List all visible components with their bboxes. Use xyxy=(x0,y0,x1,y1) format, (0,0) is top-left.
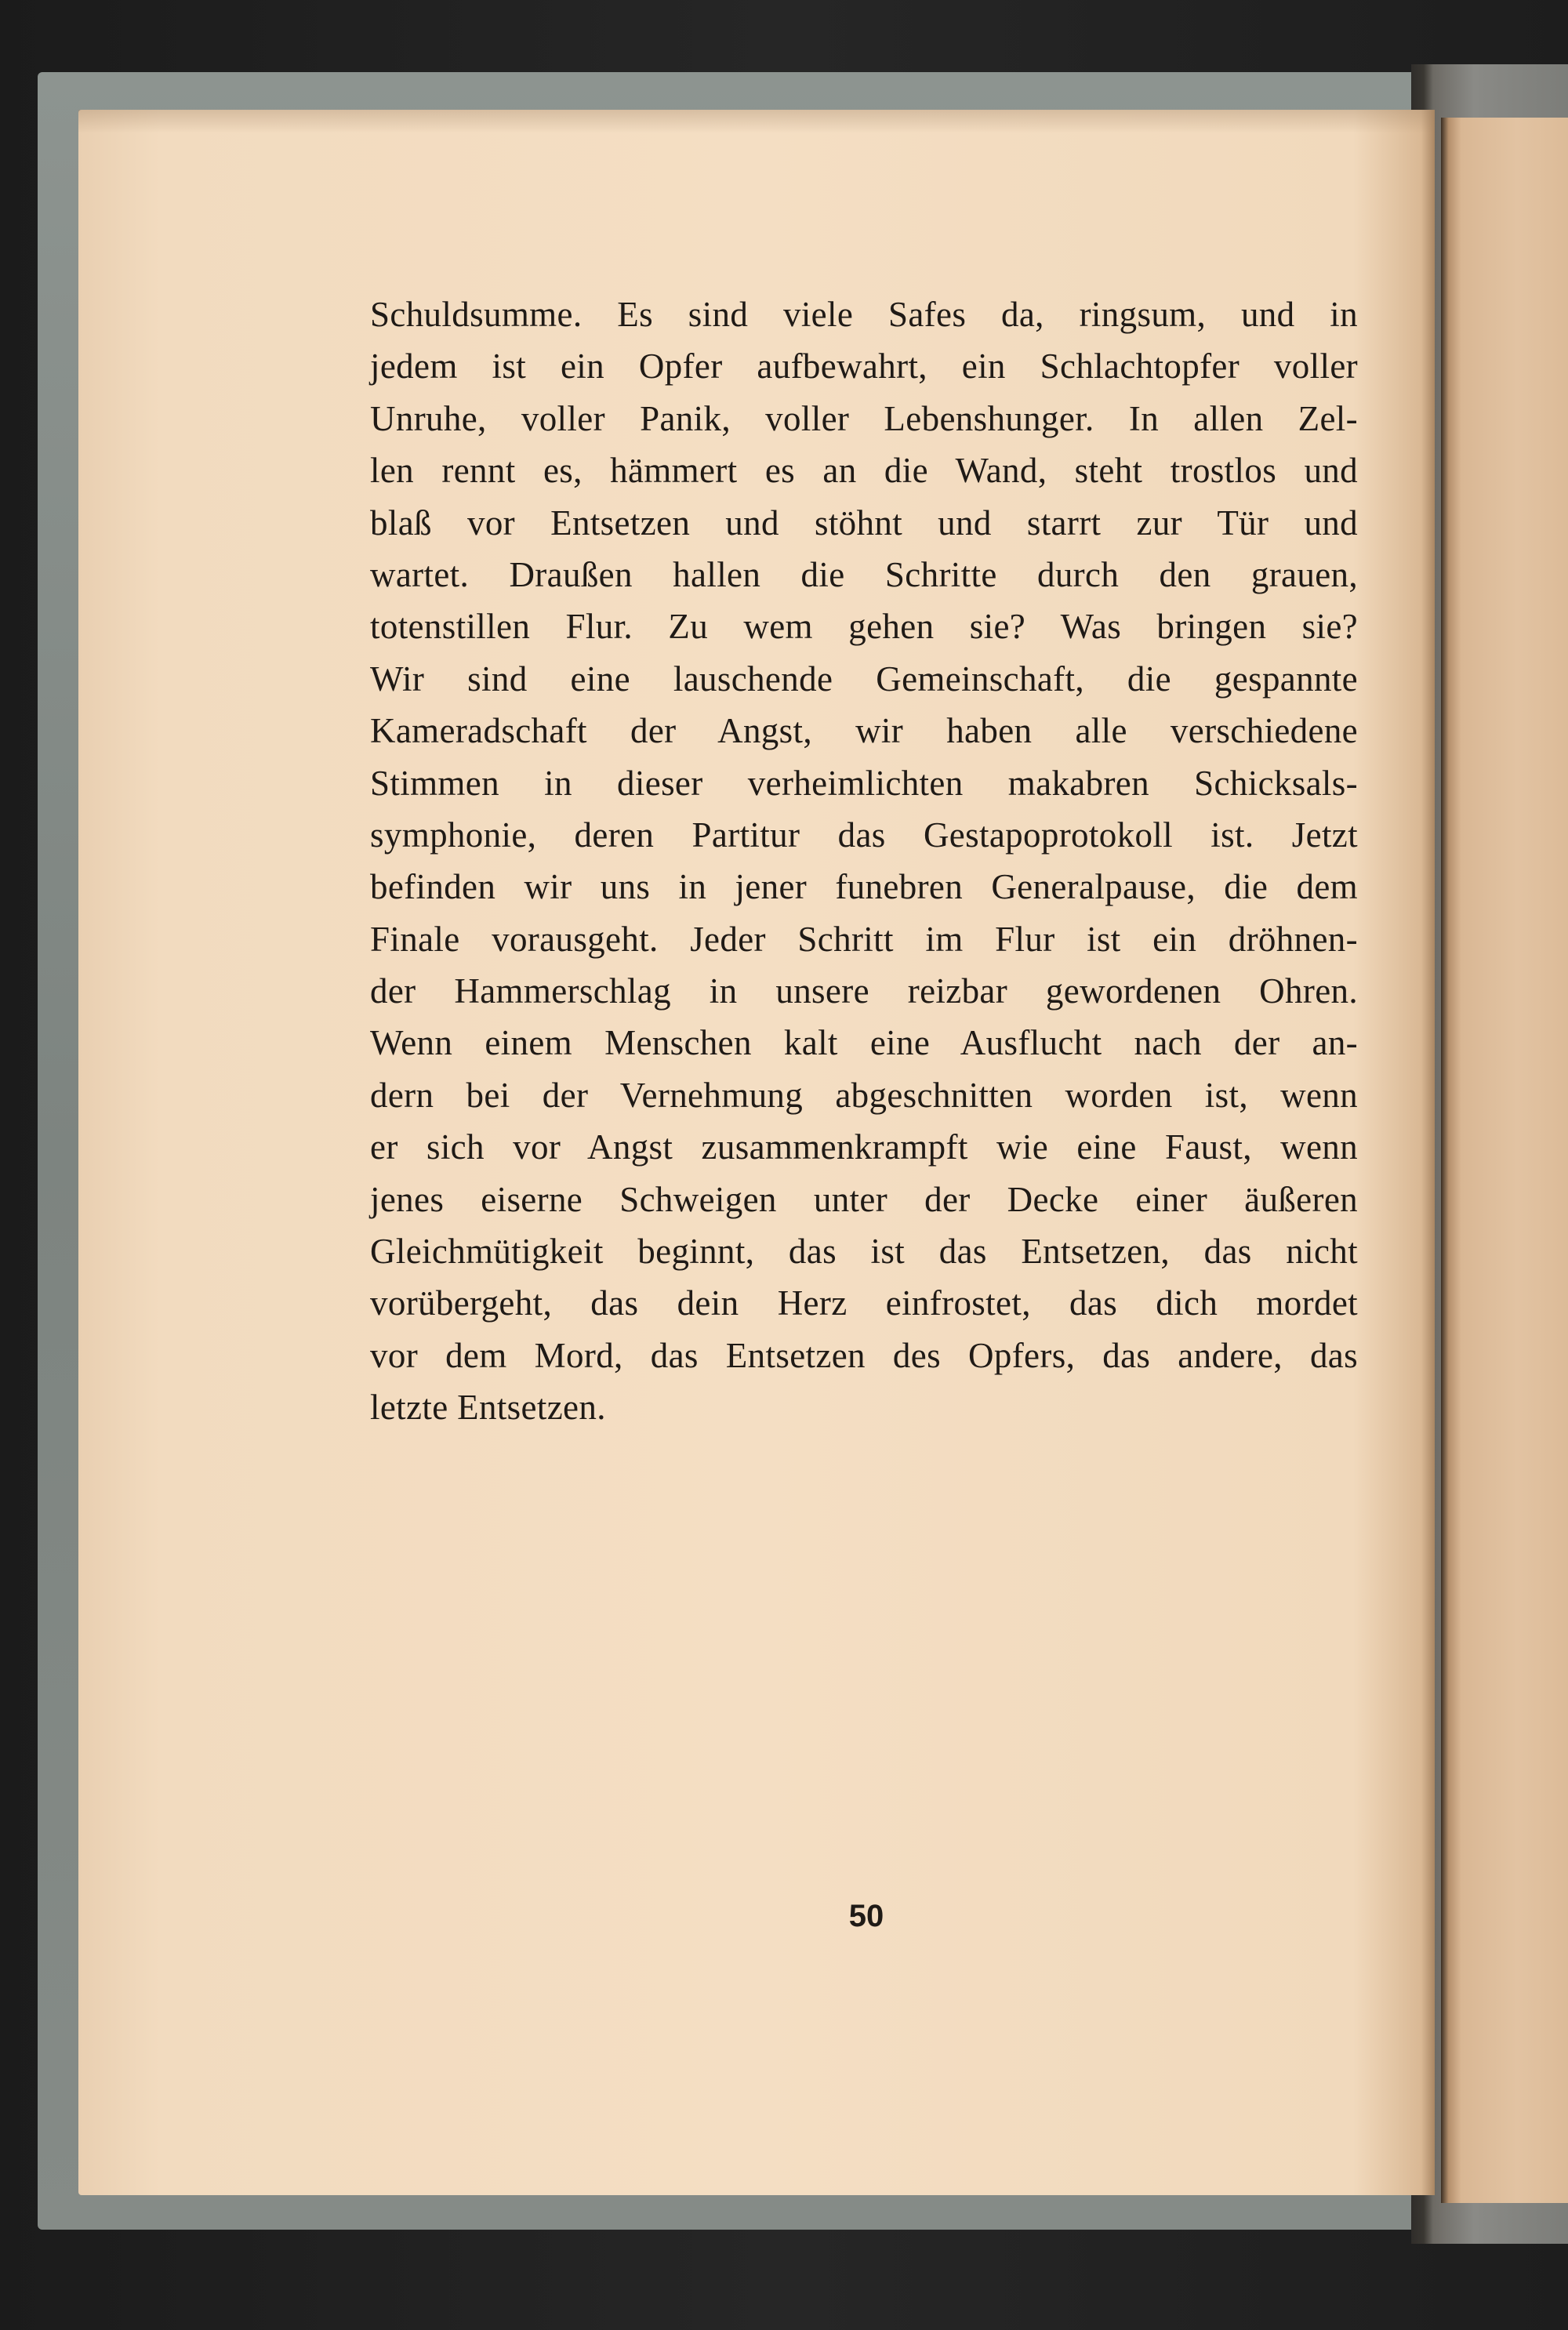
facing-page-edge xyxy=(1441,118,1568,2203)
text-line: len rennt es, hämmert es an die Wand, steht trostlos und xyxy=(370,451,1358,491)
text-line: jenes eiserne Schweigen unter der Decke einer äußeren xyxy=(370,1179,1358,1219)
text-line: symphonie, deren Partitur das Gestapoprotokoll ist. Jetzt xyxy=(370,815,1358,855)
text-line: totenstillen Flur. Zu wem gehen sie? Was bringen sie? xyxy=(370,607,1358,647)
text-line: jedem ist ein Opfer aufbewahrt, ein Schlachtopfer voller xyxy=(370,347,1358,387)
text-line: Wir sind eine lauschende Gemeinschaft, die gespannte xyxy=(370,659,1358,699)
text-line: Gleichmütigkeit beginnt, das ist das Entsetzen, das nicht xyxy=(370,1232,1358,1272)
page-number: 50 xyxy=(848,1899,884,1933)
text-line: befinden wir uns in jener funebren Generalpause, die dem xyxy=(370,867,1358,907)
text-line: wartet. Draußen hallen die Schritte durch den grauen, xyxy=(370,554,1358,594)
text-line: Wenn einem Menschen kalt eine Ausflucht nach der an- xyxy=(370,1023,1358,1063)
text-line: Schuldsumme. Es sind viele Safes da, ringsum, und in xyxy=(370,295,1358,334)
text-line: er sich vor Angst zusammenkrampft wie eine Faust, wenn xyxy=(370,1127,1358,1167)
page-top-shadow xyxy=(78,110,1435,133)
text-line: letzte Entsetzen. xyxy=(370,1388,606,1428)
text-line: blaß vor Entsetzen und stöhnt und starrt zur Tür und xyxy=(370,503,1358,543)
text-line: Stimmen in dieser verheimlichten makabren Schicksals- xyxy=(370,763,1358,803)
text-line: Unruhe, voller Panik, voller Lebenshunger. In allen Zel- xyxy=(370,398,1358,438)
text-line: dern bei der Vernehmung abgeschnitten worden ist, wenn xyxy=(370,1075,1358,1115)
text-line: Kameradschaft der Angst, wir haben alle verschiedene xyxy=(370,711,1358,751)
text-line: vorübergeht, das dein Herz einfrostet, das dich mordet xyxy=(370,1283,1358,1323)
text-line: Finale vorausgeht. Jeder Schritt im Flur ist ein dröhnen- xyxy=(370,919,1358,959)
text-line: der Hammerschlag in unsere reizbar gewordenen Ohren. xyxy=(370,971,1358,1011)
body-text xyxy=(370,289,1358,1434)
text-line: vor dem Mord, das Entsetzen des Opfers, das andere, das xyxy=(370,1335,1358,1375)
